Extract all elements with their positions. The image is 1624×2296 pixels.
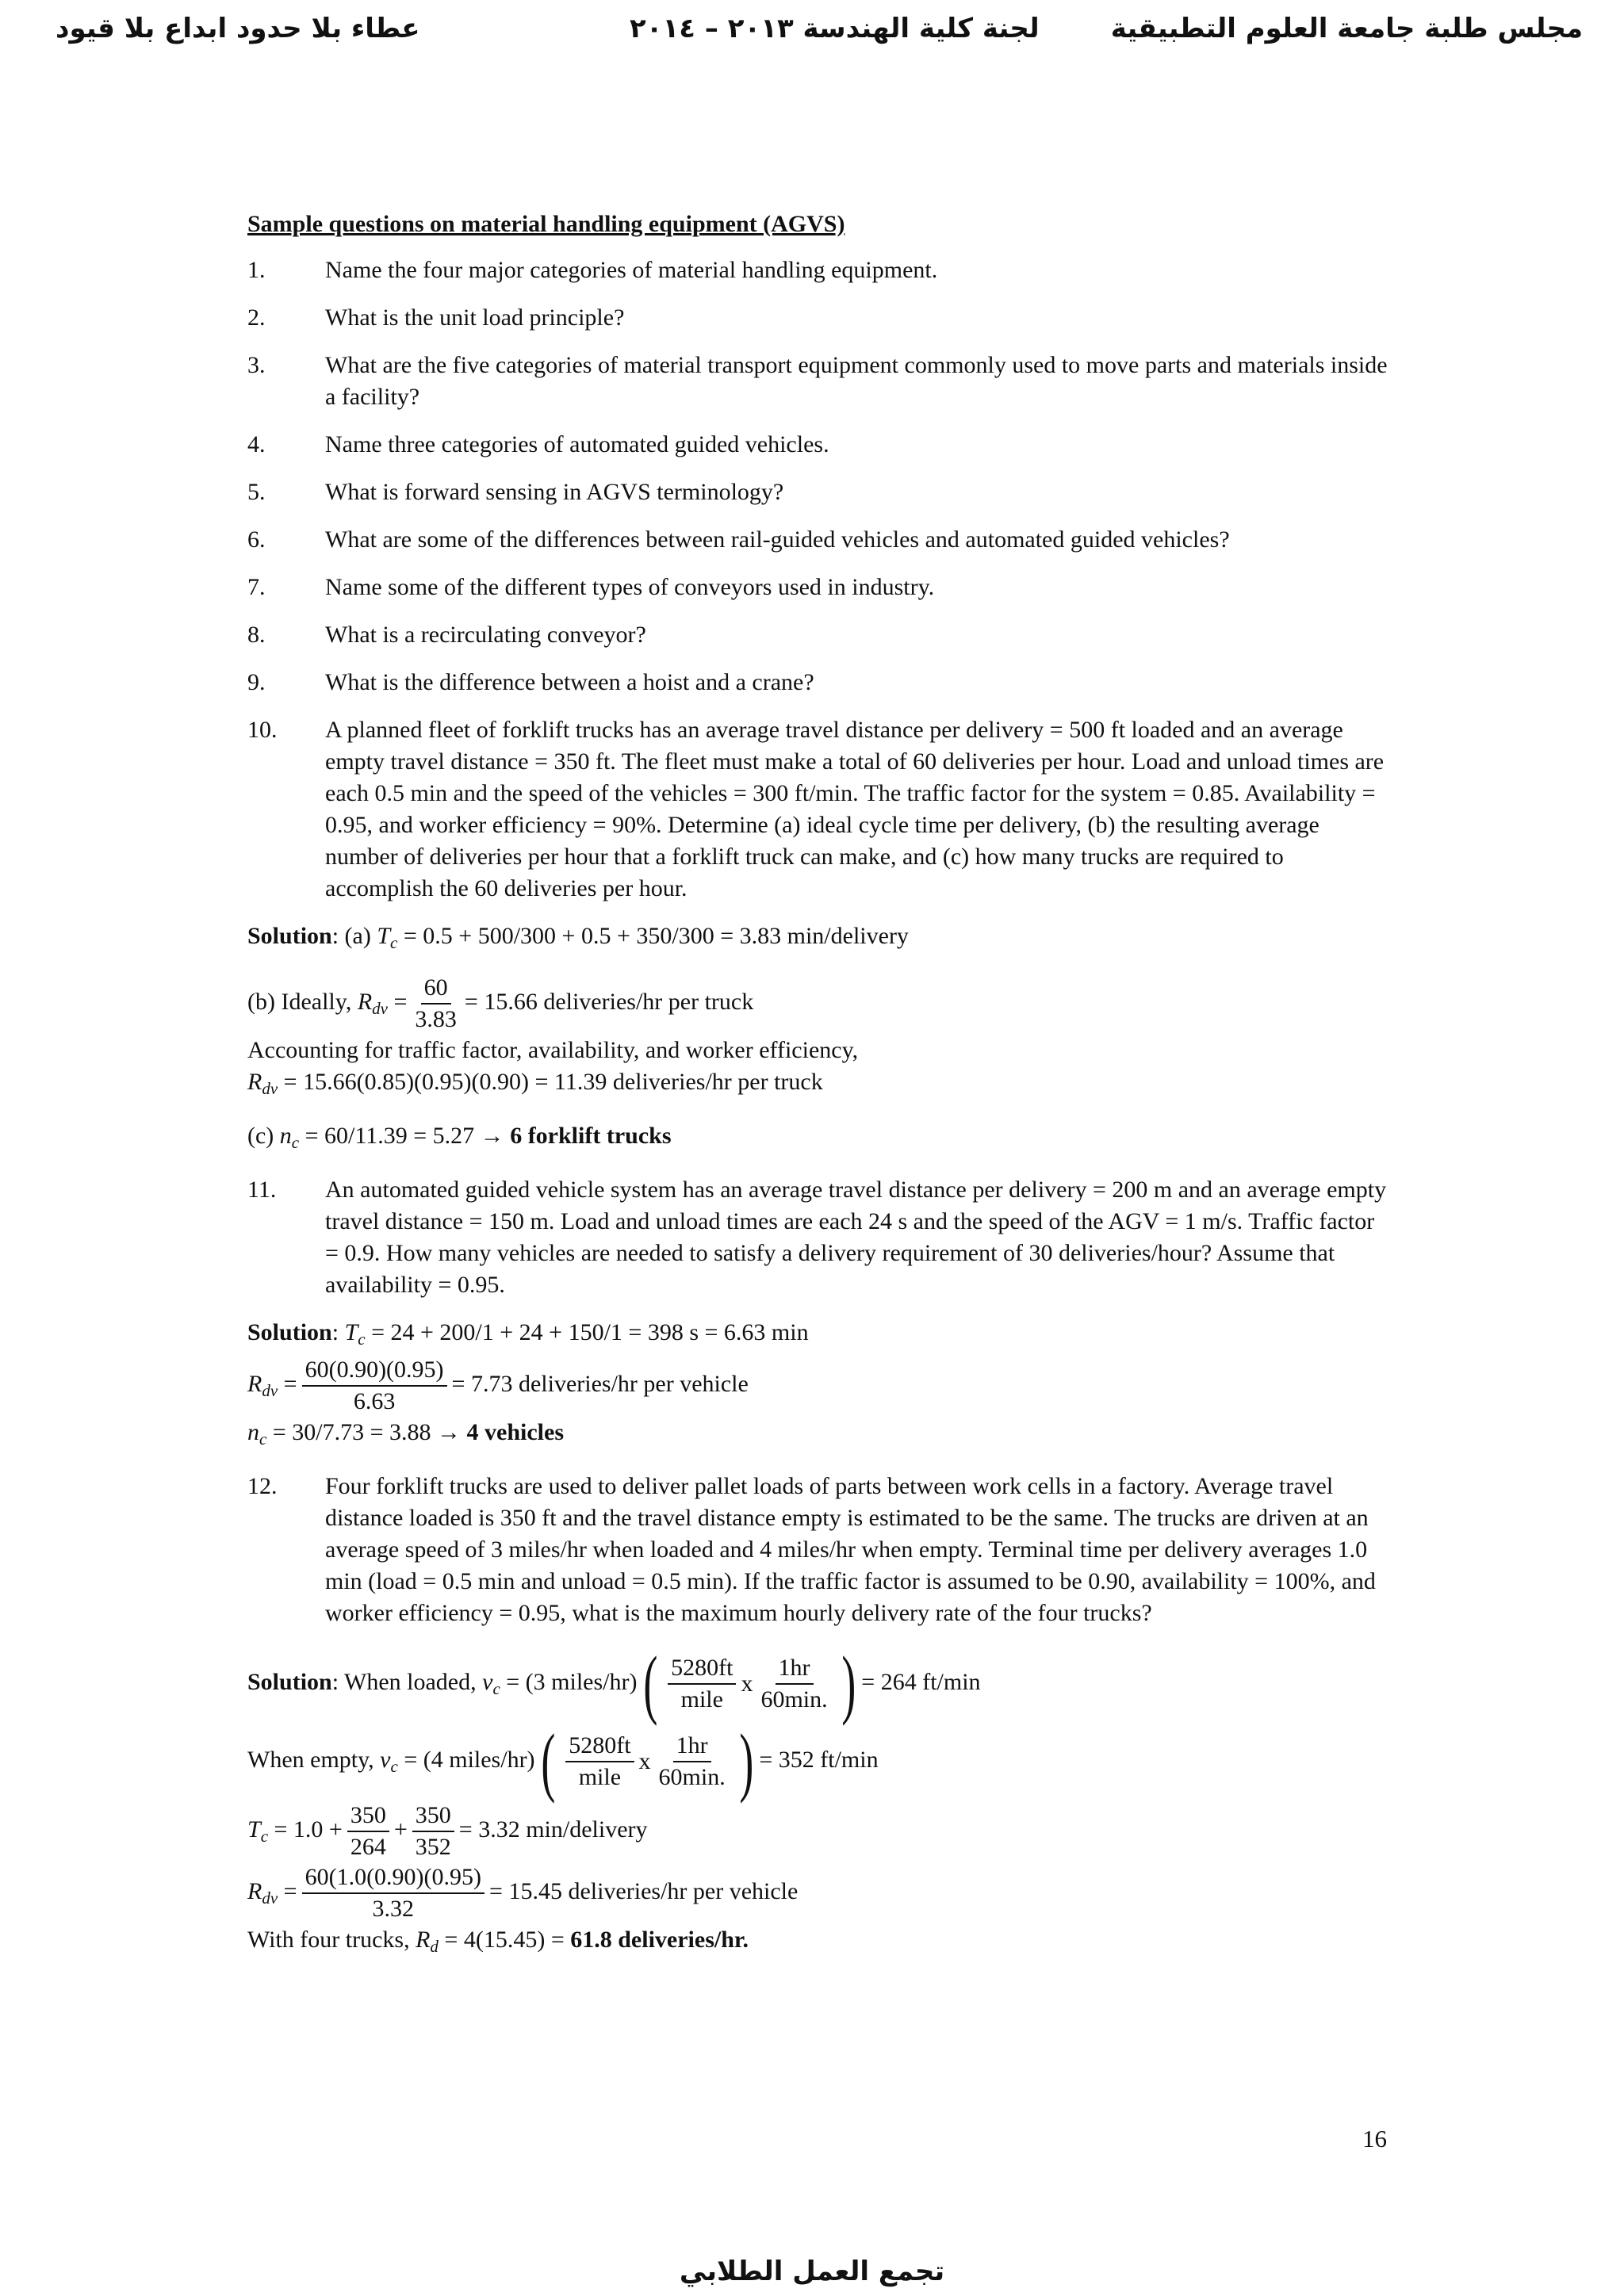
subscript: dv xyxy=(372,998,388,1018)
var: R xyxy=(247,1069,262,1095)
var: R xyxy=(247,1370,262,1397)
solution-label: Solution xyxy=(247,923,332,949)
text: When empty, xyxy=(247,1746,381,1773)
text: = xyxy=(387,988,408,1015)
question-text: What are some of the differences between rail-guided vehicles and automated guided vehicles? xyxy=(325,526,1230,553)
question-text: A planned fleet of forklift trucks has an average travel distance per delivery = 500 ft loaded and an average empty travel distance = 350 ft. The fleet must make a total of 60 deliveries per hour. Load and unload times are each 0.5 min and the speed of the vehicles = 300 ft/min. The traffic factor for the system = 0.85. Availability = 0.95, and worker efficiency = 90%. Determine (a) ideal cycle time per delivery, (b) the resulting average number of deliveries per hour that a forklift truck can make, and (c) how many trucks are required to accomplish the 60 deliveries per hour. xyxy=(325,717,1385,901)
solution-10-accounting: Accounting for traffic factor, availability, and worker efficiency, xyxy=(247,1037,859,1063)
text: : When loaded, xyxy=(331,1668,483,1695)
solution-12-rdv xyxy=(247,1862,1389,1924)
fraction xyxy=(757,1653,830,1715)
var: R xyxy=(247,1877,262,1904)
question-text: Name three categories of automated guided vehicles. xyxy=(325,431,829,457)
solution-11-rdv xyxy=(247,1355,1389,1417)
subscript: c xyxy=(259,1429,267,1448)
text: = 30/7.73 = 3.88 → xyxy=(266,1419,467,1445)
numerator: 60 xyxy=(421,973,451,1004)
question-3 xyxy=(247,350,1389,413)
solution-11 xyxy=(247,1317,1389,1455)
fraction xyxy=(302,1355,447,1417)
solution-10-b xyxy=(247,973,1389,1035)
header-center: لجنة كلية الهندسة ٢٠١٣ – ٢٠١٤ xyxy=(630,13,1040,44)
denominator: 60min. xyxy=(658,1764,726,1790)
subscript: c xyxy=(260,1826,269,1846)
var: v xyxy=(380,1746,391,1773)
denominator: mile xyxy=(680,1686,723,1712)
text: With four trucks, xyxy=(247,1927,416,1953)
text: = 264 ft/min xyxy=(861,1668,981,1695)
question-text: Name some of the different types of conveyors used in industry. xyxy=(325,574,935,600)
text: : (a) xyxy=(331,923,377,949)
header-left: عطاء بلا حدود ابداع بلا قيود xyxy=(56,13,420,44)
denominator: 3.83 xyxy=(415,1006,457,1032)
numerator: 60(1.0(0.90)(0.95) xyxy=(302,1862,485,1894)
text: x xyxy=(741,1670,753,1697)
text: = xyxy=(278,1877,297,1904)
denominator: 352 xyxy=(415,1834,451,1860)
subscript: c xyxy=(358,1330,366,1349)
subscript: dv xyxy=(262,1079,278,1098)
text: = 352 ft/min xyxy=(759,1746,879,1773)
text: = 7.73 deliveries/hr per vehicle xyxy=(451,1370,749,1397)
footer: تجمع العمل الطلابي xyxy=(679,2256,945,2287)
question-9 xyxy=(247,667,1389,698)
question-number: 11. xyxy=(247,1177,277,1203)
var: T xyxy=(377,923,391,949)
denominator: mile xyxy=(578,1764,622,1790)
answer: 6 forklift trucks xyxy=(510,1123,672,1149)
subscript: dv xyxy=(262,1380,278,1400)
header-right: مجلس طلبة جامعة العلوم التطبيقية xyxy=(1110,13,1583,44)
fraction xyxy=(565,1731,634,1793)
question-text: What is forward sensing in AGVS terminology? xyxy=(325,479,784,505)
answer: 4 vehicles xyxy=(466,1419,564,1445)
question-number: 10. xyxy=(247,717,278,743)
question-text: What is the unit load principle? xyxy=(325,304,625,331)
question-text: What are the five categories of material transport equipment commonly used to move parts and materials inside a facility? xyxy=(325,352,1388,410)
solution-label: Solution xyxy=(247,1668,332,1695)
question-number: 7. xyxy=(247,574,266,600)
solution-11-nc xyxy=(247,1417,1389,1455)
solution-label: Solution xyxy=(247,1319,332,1345)
text: = 15.66 deliveries/hr per truck xyxy=(464,988,754,1015)
subscript: c xyxy=(390,933,398,952)
question-11 xyxy=(247,1174,1389,1301)
question-6 xyxy=(247,524,1389,556)
numerator: 5280ft xyxy=(668,1653,736,1685)
question-number: 12. xyxy=(247,1473,278,1499)
parenthesized-fraction xyxy=(638,1641,862,1727)
text: = (3 miles/hr) xyxy=(500,1668,638,1695)
solution-12-rd xyxy=(247,1924,1389,1962)
text: = 60/11.39 = 5.27 → xyxy=(299,1123,511,1149)
solution-10-a xyxy=(247,920,1389,959)
fraction xyxy=(412,973,460,1035)
text: = 15.45 deliveries/hr per vehicle xyxy=(489,1877,799,1904)
var: v xyxy=(482,1668,493,1695)
solution-11-tc: Solution: $T_c = 24 + 200/1 + 24 + 150/1 = 398$ s = 6.63 min xyxy=(247,1319,809,1349)
text: (c) xyxy=(247,1123,280,1149)
text: = 1.0 + xyxy=(268,1816,343,1843)
text: = (4 miles/hr) xyxy=(397,1746,535,1773)
question-number: 1. xyxy=(247,257,266,283)
paren-open: ( xyxy=(642,1641,657,1727)
page-title: Sample questions on material handling equipment (AGVS) xyxy=(247,211,845,237)
question-number: 9. xyxy=(247,669,266,695)
question-text: Name the four major categories of material handling equipment. xyxy=(325,257,938,283)
solution-12-tc xyxy=(247,1800,1389,1862)
denominator: 264 xyxy=(350,1834,386,1860)
subscript: c xyxy=(291,1133,300,1152)
denominator: 3.32 xyxy=(372,1896,415,1922)
subscript: c xyxy=(390,1756,398,1776)
solution-12-loaded xyxy=(247,1641,1389,1727)
question-number: 5. xyxy=(247,479,266,505)
fraction xyxy=(347,1800,389,1862)
numerator: 1hr xyxy=(673,1731,711,1762)
numerator: 350 xyxy=(347,1800,389,1832)
numerator: 350 xyxy=(412,1800,454,1832)
var: R xyxy=(357,988,373,1015)
question-4 xyxy=(247,429,1389,461)
question-12 xyxy=(247,1471,1389,1629)
solution-10 xyxy=(247,920,1389,1158)
numerator: 1hr xyxy=(776,1653,814,1685)
var: n xyxy=(279,1123,292,1149)
question-8 xyxy=(247,619,1389,651)
subscript: d xyxy=(430,1937,439,1956)
paren-close: ) xyxy=(841,1641,856,1727)
subscript: dv xyxy=(262,1888,278,1908)
question-10 xyxy=(247,714,1389,905)
text: (b) Ideally, xyxy=(247,988,358,1015)
text: = 24 + 200/1 + 24 + 150/1 = 398 s = 6.63 min xyxy=(365,1319,809,1345)
var: n xyxy=(247,1419,259,1445)
text: x xyxy=(638,1748,651,1774)
var: T xyxy=(247,1816,261,1843)
numerator: 60(0.90)(0.95) xyxy=(302,1355,447,1387)
solution-10-rdv xyxy=(247,1066,1389,1104)
question-7 xyxy=(247,572,1389,603)
question-text: What is the difference between a hoist and a crane? xyxy=(325,669,814,695)
solution-12-empty xyxy=(247,1719,1389,1804)
text: = 4(15.45) = xyxy=(438,1927,571,1953)
solution-10-c xyxy=(247,1120,1389,1158)
question-2 xyxy=(247,302,1389,334)
question-text: What is a recirculating conveyor? xyxy=(325,622,646,648)
var: T xyxy=(344,1319,358,1345)
fraction xyxy=(412,1800,454,1862)
text: = 15.66(0.85)(0.95)(0.90) = 11.39 deliveries/hr per truck xyxy=(278,1069,823,1095)
question-text: An automated guided vehicle system has an average travel distance per delivery = 200 m and an average empty travel distance = 150 m. Load and unload times are each 24 s and the speed of the AGV = 1 m/s. Traffic factor = 0.9. How many vehicles are needed to satisfy a delivery requirement of 30 deliveries/hour? Assume that availability = 0.95. xyxy=(325,1177,1387,1298)
denominator: 6.63 xyxy=(353,1388,396,1414)
page-number: 16 xyxy=(1362,2125,1387,2152)
question-5 xyxy=(247,476,1389,508)
fraction xyxy=(302,1862,485,1924)
question-number: 8. xyxy=(247,622,266,648)
text: = 3.32 min/delivery xyxy=(458,1816,648,1843)
question-number: 3. xyxy=(247,352,266,378)
text: + xyxy=(393,1816,408,1843)
question-1 xyxy=(247,254,1389,286)
fraction xyxy=(656,1731,729,1793)
page-content xyxy=(247,209,1389,1978)
denominator: 60min. xyxy=(760,1686,828,1712)
text: = xyxy=(278,1370,297,1397)
question-number: 6. xyxy=(247,526,266,553)
question-number: 4. xyxy=(247,431,266,457)
question-text: Four forklift trucks are used to deliver pallet loads of parts between work cells in a factory. Average travel distance loaded is 350 ft and the travel distance empty is estimated to be the same. The trucks are driven at an average speed of 3 miles/hr when loaded and 4 miles/hr when empty. Terminal time per delivery averages 1.0 min (load = 0.5 min and unload = 0.5 min). If the traffic factor is assumed to be 0.90, availability = 100%, and worker efficiency = 0.95, what is the maximum hourly delivery rate of the four trucks? xyxy=(325,1473,1376,1626)
solution-12 xyxy=(247,1641,1389,1962)
question-number: 2. xyxy=(247,304,266,331)
var: R xyxy=(416,1927,431,1953)
parenthesized-fraction xyxy=(535,1719,760,1804)
numerator: 5280ft xyxy=(565,1731,634,1762)
text: = 0.5 + 500/300 + 0.5 + 350/300 = 3.83 min/delivery xyxy=(397,923,909,949)
subscript: c xyxy=(492,1678,500,1698)
fraction xyxy=(668,1653,736,1715)
paren-open: ( xyxy=(540,1719,555,1804)
answer: 61.8 deliveries/hr. xyxy=(570,1927,749,1953)
paren-close: ) xyxy=(739,1719,753,1804)
